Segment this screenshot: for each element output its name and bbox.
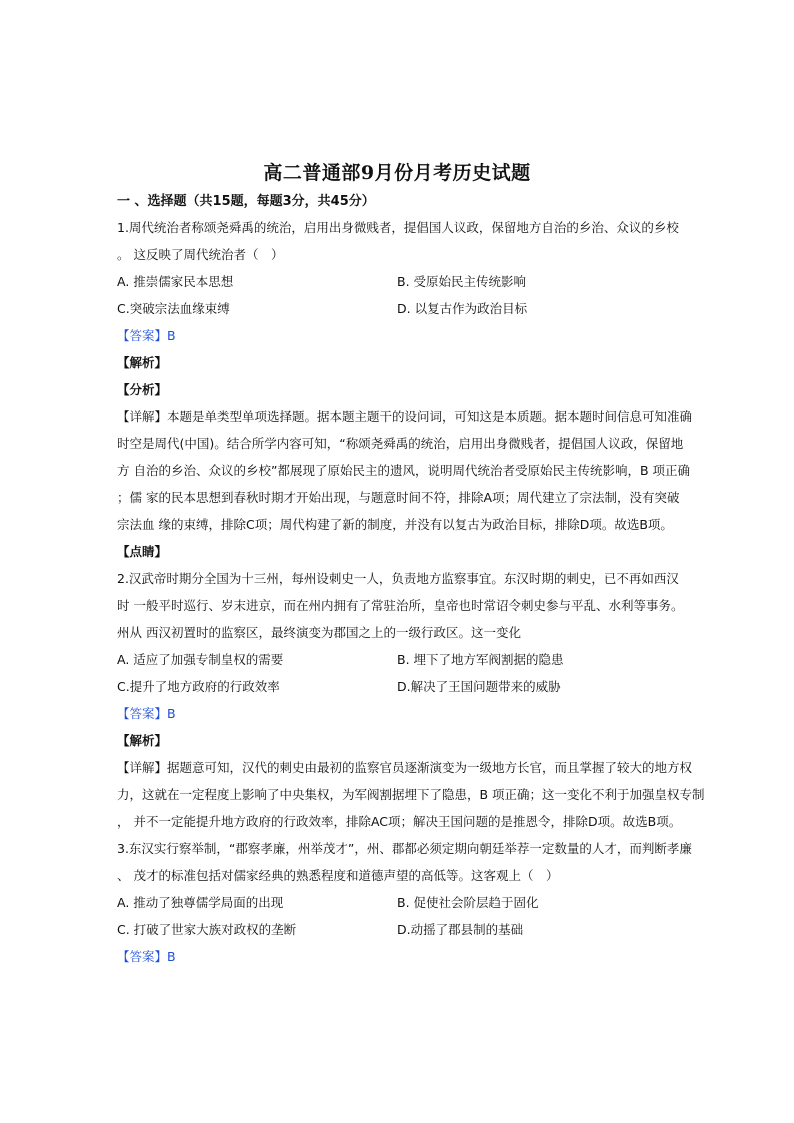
q3-stem-line: 、 茂才的标准包括对儒家经典的熟悉程度和道德声望的高低等。这客观上（ ） (117, 868, 559, 883)
q1-options-row (117, 272, 677, 299)
q2-detail-line: ， 并不一定能提升地方政府的行政效率，排除AC项；解决王国问题的是推恩令，排除D项。故选B项。 (117, 814, 682, 829)
q2-answer: 【答案】B (117, 706, 176, 721)
q2-detail-line: 【详解】据题意可知，汉代的刺史由最初的监察官员逐渐演变为一级地方长官，而且掌握了较大的地方权 (117, 760, 693, 775)
q1-detail-line: 宗法血 缘的束缚，排除C项；周代构建了新的制度，并没有以复古为政治目标，排除D项。故选B项。 (117, 517, 673, 532)
q1-option-a: A. 推崇儒家民本思想 (117, 274, 234, 289)
q3-stem-line: 3.东汉实行察举制，“郡察孝廉，州举茂才”，州、郡都必须定期向朝廷举荐一定数量的人才，而判断孝廉 (117, 841, 692, 856)
q3-option-a: A. 推动了独尊儒学局面的出现 (117, 895, 284, 910)
q2-options-row (117, 677, 677, 704)
q2-stem-line: 时 一般平时巡行、岁末进京，而在州内拥有了常驻治所，皇帝也时常诏令刺史参与平乱、水利等事务。 (117, 598, 684, 613)
page-title: 高二普通部9月份月考历史试题 (263, 162, 531, 184)
q3-options-row (117, 893, 677, 920)
q3-answer: 【答案】B (117, 949, 176, 964)
q1-detail-line: 方 自治的乡治、众议的乡校”都展现了原始民主的遗风，说明周代统治者受原始民主传统影响，B 项正确 (117, 463, 691, 478)
q1-stem-line: 。 这反映了周代统治者（ ） (117, 247, 284, 262)
q2-options-row (117, 650, 677, 677)
questions (117, 218, 705, 974)
q2-option-c: C.提升了地方政府的行政效率 (117, 679, 280, 694)
q1-option-b: B. 受原始民主传统影响 (397, 274, 527, 289)
q1-answer: 【答案】B (117, 328, 176, 343)
q1-option-c: C.突破宗法血缘束缚 (117, 301, 230, 316)
q1-detail-line: 时空是周代(中国)。结合所学内容可知，“称颂尧舜禹的统治，启用出身微贱者，提倡国人议政，保留地 (117, 436, 684, 451)
q1-analysis-label: 【解析】 (117, 355, 168, 370)
q2-option-a: A. 适应了加强专制皇权的需要 (117, 652, 284, 667)
q2-detail-line: 力，这就在一定程度上影响了中央集权，为军阀割据埋下了隐患，B 项正确；这一变化不利于加强皇权专制 (117, 787, 705, 802)
q2-option-d: D.解决了王国问题带来的威胁 (397, 679, 561, 694)
q3-option-d: D.动摇了郡县制的基础 (397, 922, 524, 937)
q1-dianjing-label: 【点睛】 (117, 544, 168, 559)
q1-detail-line: 【详解】本题是单类型单项选择题。据本题主题干的设问词，可知这是本质题。据本题时间信息可知准确 (117, 409, 693, 424)
section-heading: 一 、选择题（共15题，每题3分，共45分） (117, 194, 375, 209)
q1-options-row (117, 299, 677, 326)
q1-detail-line: ；儒 家的民本思想到春秋时期才开始出现，与题意时间不符，排除A项；周代建立了宗法制，没有突破 (117, 490, 680, 505)
q1-option-d: D. 以复古作为政治目标 (397, 301, 528, 316)
q3-option-c: C. 打破了世家大族对政权的垄断 (117, 922, 297, 937)
q3-option-b: B. 促使社会阶层趋于固化 (397, 895, 539, 910)
q2-analysis-label: 【解析】 (117, 733, 168, 748)
q2-option-b: B. 埋下了地方军阀割据的隐患 (397, 652, 564, 667)
q1-fenxi-label: 【分析】 (117, 382, 168, 397)
q2-stem-line: 州从 西汉初置时的监察区，最终演变为郡国之上的一级行政区。这一变化 (117, 625, 521, 640)
q2-stem-line: 2.汉武帝时期分全国为十三州，每州设刺史一人，负责地方监察事宜。东汉时期的刺史，已不再如西汉 (117, 571, 679, 586)
q1-stem-line: 1.周代统治者称颂尧舜禹的统治，启用出身微贱者，提倡国人议政，保留地方自治的乡治、众议的乡校 (117, 220, 679, 235)
q3-options-row (117, 920, 677, 947)
